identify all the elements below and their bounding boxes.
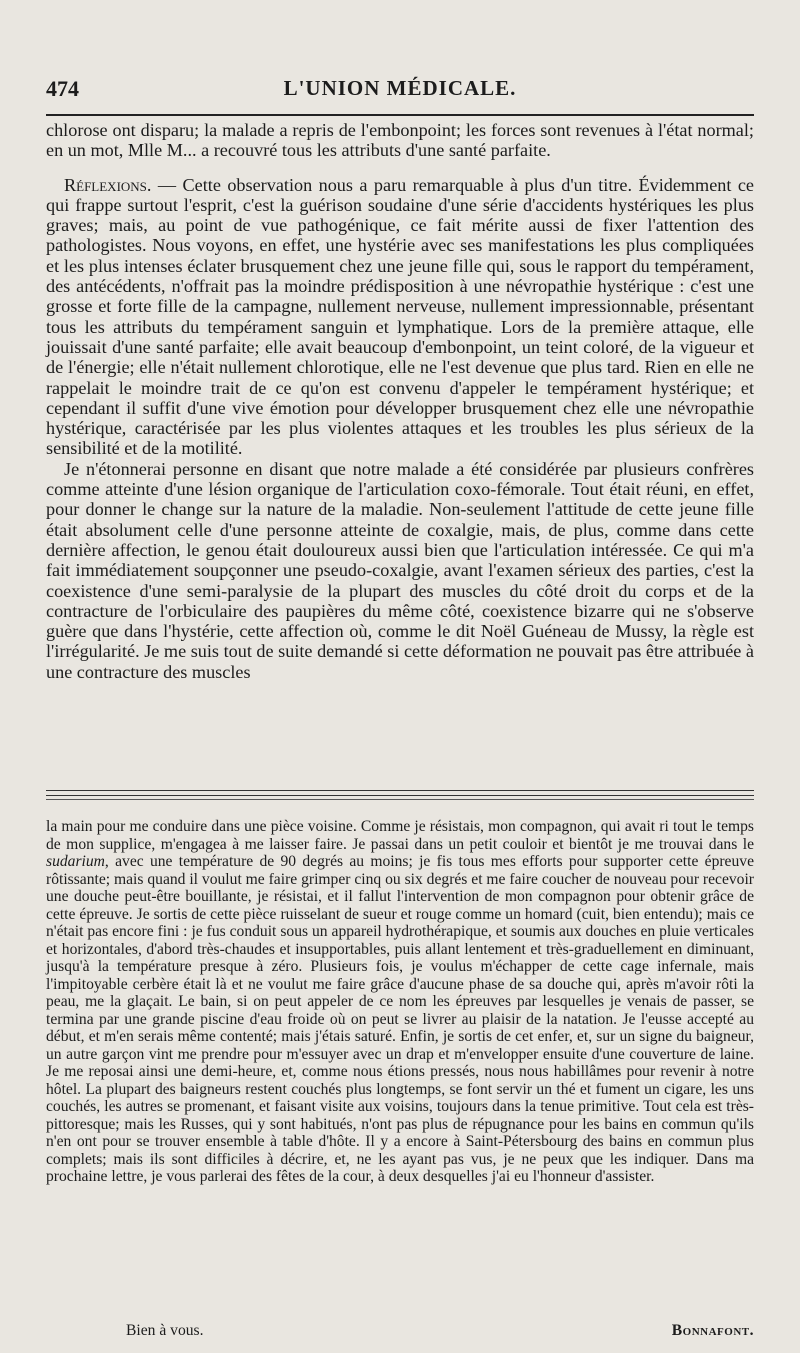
paragraph-1: chlorose ont disparu; la malade a repris de l'embonpoint; les forces sont revenues à l'état normal; en un mot, Mlle M... a recouvré tous les attributs d'une santé parfaite.: [46, 120, 754, 161]
footnote-rule-thin: [46, 799, 754, 800]
journal-title: L'UNION MÉDICALE.: [283, 76, 517, 100]
feuilleton-text-before: la main pour me conduire dans une pièce voisine. Comme je résistais, mon compagnon, qui avait ri tout le temps de mon supplice, m'engagea à me laisser faire. Je passai dans un petit couloir et bientôt je me trouvai dans le: [46, 818, 754, 853]
page-header: [46, 76, 754, 104]
feuilleton-text-after: , avec une température de 90 degrés au moins; je fis tous mes efforts pour supporter cette épreuve rôtissante; mais quand il voulut me faire grimper cinq ou six degrés et me faire coucher de nouveau pour recevoir une douche peut-être bouillante, je résistai, et il fallut l'intervention de mon compagnon pour obtenir grâce de cette épreuve. Je sortis de cette pièce ruisselant de sueur et rouge comme un homard (cuit, bien entendu); mais ce n'était pas encore fini : je fus conduit sous un appareil hydrothérapique, et soumis aux douches en pluie verticales et horizontales, d'abord très-chaudes et insupportables, puis allant lentement et très-graduellement en diminuant, jusqu'à la température presque à zéro. Plusieurs fois, je voulus m'échapper de cette cage infernale, mais l'impitoyable cerbère était là et ne voulut me faire grâce d'aucune phase de sa douche qui, après m'avoir rôti la peau, me la glaçait. Le bain, si on peut appeler de ce nom les épreuves par lesquelles je venais de passer, se termina par une grande piscine d'eau froide où on peut se livrer au plaisir de la natation. Je l'eusse accepté au début, et m'en serais même contenté; mais j'étais saturé. Enfin, je sortis de cet enfer, et, sur un signe du baigneur, un autre garçon vint me prendre pour m'essuyer avec un drap et m'envelopper ensuite d'une couverture de laine. Je me reposai ainsi une demi-heure, et, comme nous étions pressés, nous nous habillâmes pour revenir à notre hôtel. La plupart des baigneurs restent couchés plus longtemps, se font servir un thé et fument un cigare, les uns couchés, les autres se promenant, et faisant visite aux voisins, toujours dans la tenue primitive. Tout cela est très-pittoresque; mais les Russes, qui y sont habitués, n'ont pas plus de répugnance pour les bains en commun qu'ils n'en ont pour se trouver ensemble à table d'hôte. Il y a encore à Saint-Pétersbourg des bains en commun plus complets; mais ils sont difficiles à décrire, et, ne les ayant pas vus, je ne peux que les indiquer. Dans ma prochaine lettre, je vous parlerai des fêtes de la cour, à deux desquelles j'ai eu l'honneur d'assister.: [46, 853, 754, 1185]
header-rule: [46, 114, 754, 116]
paragraph-3: Je n'étonnerai personne en disant que notre malade a été considérée par plusieurs confrères comme atteinte d'une lésion organique de l'articulation coxo-fémorale. Tout était réuni, en effet, pour donner le change sur la nature de la maladie. Non-seulement l'attitude de cette jeune fille était absolument celle d'une personne atteinte de coxalgie, mais, de plus, comme dans cette dernière affection, le genou était douloureux aussi bien que l'articulation intéressée. Ce qui m'a fait immédiatement soupçonner une pseudo-coxalgie, avant l'examen sérieux des parties, c'est la coexistence d'une semi-paralysie de la plupart des muscles du côté droit du corps et de la contracture de l'orbiculaire des paupières du même côté, coexistence bizarre qui ne s'observe guère que dans l'hystérie, cette affection où, comme le dit Noël Guéneau de Mussy, la règle est l'irrégularité. Je me suis tout de suite demandé si cette déformation ne pouvait pas être attribuée à une contracture des muscles: [46, 458, 754, 682]
reflexions-body: — Cette observation nous a paru remarquable à plus d'un titre. Évidemment ce qui frappe surtout l'esprit, c'est la guérison soudaine d'une série d'accidents hystériques les plus graves; mais, au point de vue pathogénique, ce fait mérite aussi de fixer l'attention des pathologistes. Nous voyons, en effet, une hystérie avec ses manifestations les plus compliquées et les plus intenses éclater brusquement chez une jeune fille qui, sous le rapport du tempérament, des antécédents, n'offrait pas la moindre prédisposition à une névropathie hystérique : c'est une grosse et forte fille de la campagne, nullement nerveuse, nullement impressionnable, présentant tous les attributs du tempérament sanguin et lymphatique. Lors de la première attaque, elle jouissait d'une santé parfaite; elle avait beaucoup d'embonpoint, un teint coloré, de la vigueur et de l'énergie; elle n'était nullement chlorotique, elle ne l'est devenue que plus tard. Rien en elle ne rappelait le moindre trait de ce qu'on est convenu d'appeler le tempérament hystérique; et cependant il suffit d'une vive émotion pour développer brusquement chez elle une névropathie hystérique, caractérisée par les plus violentes attaques et les troubles les plus sérieux de la sensibilité et de la motilité.: [46, 174, 754, 459]
author-signature: Bonnafont.: [671, 1322, 754, 1339]
sudarium-term: sudarium: [46, 853, 105, 870]
page-number: 474: [46, 76, 79, 101]
signature-line: [46, 1322, 754, 1342]
closing-salutation: Bien à vous.: [126, 1322, 204, 1339]
feuilleton-text: [46, 818, 754, 1186]
reflexions-label: Réflexions.: [64, 174, 152, 195]
feuilleton-paragraph: [46, 818, 754, 1186]
footnote-rule: [46, 790, 754, 796]
main-text: [46, 120, 754, 682]
paragraph-reflexions: [46, 175, 754, 459]
